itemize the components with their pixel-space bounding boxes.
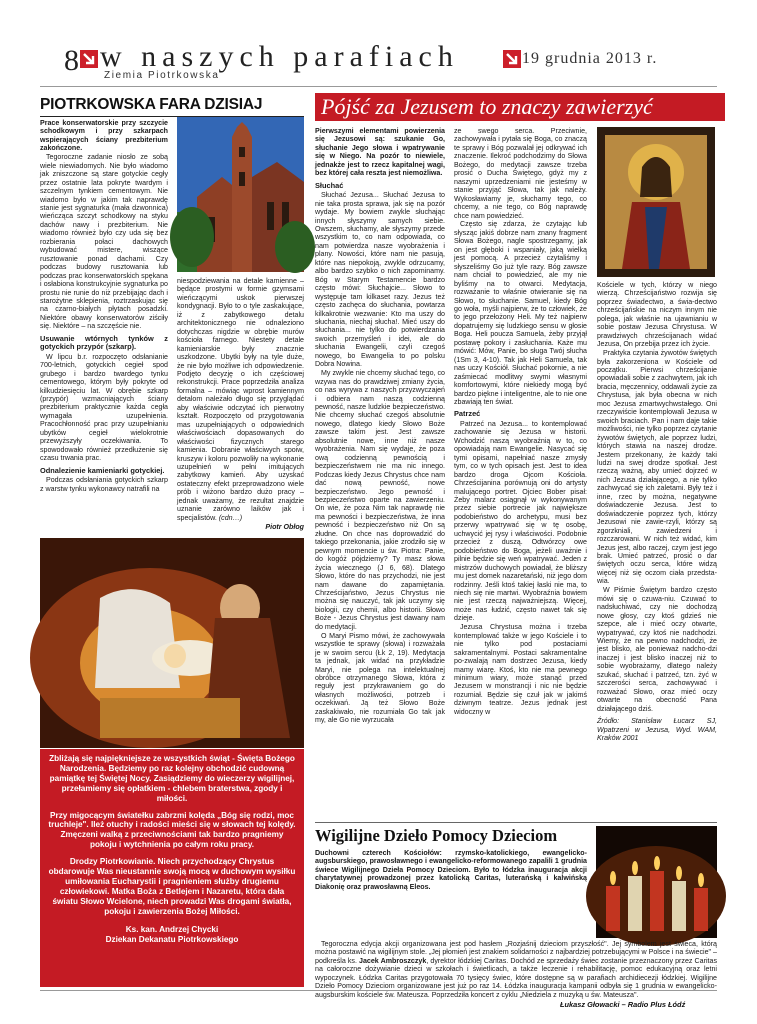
left-article-subhead2: Odnalezienie kamieniarki gotyckiej. bbox=[40, 465, 165, 475]
church-photo bbox=[177, 117, 304, 272]
right-article-col3-p3: W Piśmie Świętym bardzo często mówi się o czuwa-niu. Czuwać to nadsłuchiwać, czy nie dochodzą nowe głosy, czy ktoś gdzieś nie szepce, ale i mieć oczy otwarte, wypatrywać, czy ktoś nie nadchodzi. Wiemy, że na pewno nadchodzi, że jest blisko, ale ponieważ nadcho-dzi inaczej i jest blisko inaczej niż to sobie wyobrażamy, dlatego należy szukać, słuchać i patrzeć, tzn. żyć w szczerości serca, zachowywać i rozważać Słowo, oraz mieć oczy otwarte na obecność Pana działającego dziś. bbox=[597, 586, 717, 713]
issue-date: 19 grudnia 2013 r. bbox=[522, 50, 658, 67]
right-article-col2-p1: ze swego serca. Przeciwnie, zachowywała i pytała się Boga, co znaczą te sprawy i Bóg pozwalał jej odkrywać ich znaczenie. Ilekroć podchodzimy do Słowa Bożego, do medytacji zawsze trzeba prosić o Ducha Świętego, gdyż my z naszymi uprzedzeniami nie jesteśmy w stanie przyjąć Słowa, tak jak należy. Wykosławiamy je, słuchamy tego, co chcemy, a nie tego, co Bóg naprawdę chce nam powiedzieć. bbox=[454, 127, 587, 220]
wigilia-p1-tail: , dyrektor łódzkiej Caritas. Dochód ze sprzedaży świec zostanie przeznaczony przez Caritas na całoroczne dożywianie dzieci w szkołach i świetlicach, a także leczenie i rehabilitację, pomoc edukacyjną oraz letni wypoczynek. Łódzka Caritas przygotowała 70 tysięcy świec, które dostępne są w parafiach archidiecezji łódzkiej. Wigilijne Dzieło Pomocy Dzieciom organizowane jest już po raz 14. Łódzka inauguracja kampanii odbyła się 1 grudnia w ewangelicko-augsburskim kościele św. Mateusza. Poprzedziła koncert z cyklu „Niedziela z muzyką u św. Mateusza". bbox=[315, 956, 718, 999]
wigilia-p1: Tegoroczna edycja akcji organizowana jest pod hasłem „Rozjaśnij dzieciom przyszłość". Jej symbolem jest świeca, którą można postawić na wigilijnym stole. „Jej płomień jest znakiem solidarności z najbardziej potrzebującymi w Polsce i na świecie" – podkreśla ks. bbox=[315, 940, 717, 965]
left-article-subhead1: Usuwanie wtórnych tynków z gotyckich przypór (szkarp). bbox=[40, 333, 168, 352]
christmas-greetings-box bbox=[40, 749, 304, 987]
right-article-col1 bbox=[315, 127, 445, 819]
greeting-p3: Drodzy Piotrkowianie. Niech przychodzący Chrystus obdarowuje Was nieustannie swoją mocą w duchowym wysiłku umiłowania Eucharystii i pragnieniem służby drugiemu człowiekowi. Matka Boża z Betlejem i Nazaretu, która dała światu Słowo Wcielone, niech prowadzi Was drogami światła, pokoju i zawierzenia Bożej Miłości. bbox=[48, 857, 296, 916]
wigilia-lead: Duchowni czterech Kościołów: rzymsko-katolickiego, ewangelicko-augsburskiego, prawosławnego i ewangelicko-reformowanego zapalili 1 grudnia świece Wigilijnego Dzieła Pomocy Dzieciom. Było to łódzka inauguracja akcji charytatywnej prowadzonej przez katolicką Caritas, luterańską i kalwińską Diakonię oraz prawosławną Eleos. bbox=[315, 849, 587, 891]
date-logo-icon bbox=[503, 50, 521, 68]
right-article-col2-p2: Często się zdarza, że czytając lub słysząc jakiś dobrze nam znany fragment Słowa Bożego, nagle spostrzegamy, jak on jest głęboki i wspaniały, jaką wielką jest pomocą. A przecież czytaliśmy i słyszeliśmy Go już tyle razy. Bóg zawsze nam chciał to powiedzieć, ale my nie byliśmy na to otwarci. Medytacja, rozważanie to właśnie otwieranie się na Słowo, to słuchanie. Samuel, kiedy Bóg go woła, myśli najpierw, że to człowiek, że to jego przełożony Heli. My też najpierw dopatrujemy się ludzkiego sensu w głosie Boga. Heli poucza Samuela, żeby przyjął postawę pokory i zasłuchania. Każe mu mówić: Mów, Panie, bo sługa Twój słucha (1Sm 3, 4-10). Tak jak Heli Samuela, tak nas uczy Kościół. Słuchać pokornie, a nie zaśmiecać modlitwy swymi własnymi komfortowymi, które niekiedy mogą być bardzo piękne i inteligentne, ale to nie one zbawiają ten świat. bbox=[454, 220, 587, 406]
wigilia-body bbox=[315, 940, 718, 999]
right-article-subhead-listen: Słuchać bbox=[315, 180, 344, 190]
greeting-signature-title: Dziekan Dekanatu Piotrkowskiego bbox=[105, 934, 239, 944]
left-article-lead: Prace konserwatorskie przy szczycie schodkowym i przy szkarpach wspierających ściany prezbiterium zakończone. bbox=[40, 119, 168, 153]
right-article-col3-p2: Praktyka czytania żywotów świętych była zakorzeniona w Kościele od początku. Pierwsi chrześcijanie opowiadali sobie z zachwytem, jak ich bracia, męczennicy, oddawali życie za Chrystusa, jak była obecna w nich moc Jezusa zmartwychwstałego. Oni rzeczywiście kontemplowali Jezusa w swoich braciach. Pan i nam daje takie możliwości, nie tylko poprzez czytanie żywotów świętych, ale poprzez ludzi, których stawia na naszej drodze. Jestem przekonany, że każdy taki ludzi na swej drodze spotkał. Jest rzeczą ważną, aby umieć dojrzeć w nich Jezusa działającego, a nie tylko zachwycać się ich zaletami. Były też i inne, rzec by można, negatywne doświadczenie Jezusa. Jest to doświadczenie poprzez tych, którzy Jezusowi nie zawie-rzyli, którzy są zgorzkniali, zawiedzeni i rozczarowani. W nich też widać, kim Jezus jest, albo raczej, czym jest jego brak. Umieć patrzeć, prosić o dar świętych oczu serca, które widzą więcej niż się oczom ciała przedsta-wia. bbox=[597, 349, 717, 586]
left-article-p3: Podczas odsłaniania gotyckich szkarp z warstw tynku wykonawcy natrafili na bbox=[40, 476, 168, 493]
right-article-lead: Pierwszymi elementami powierzenia się Jezusowi są: szukanie Go, słuchanie Jego słowa i wpatrywanie się w Niego. Na pozór to niewiele, jednakże jest to rzecz kapitalnej wagi, bez której cała reszta jest niemożliwa. bbox=[315, 127, 445, 178]
newspaper-logo-icon bbox=[80, 50, 98, 68]
wigilia-headline: Wigilijne Dzieło Pomocy Dzieciom bbox=[315, 826, 558, 845]
left-article-col2-text: niespodziewania na detale kamienne – będące prostymi w formie gzymsami wieńczącymi uskok pierwszej kondygnacji. Było to o tyle zaskakujące, iż z zabytkowego detalu architektonicznego nie odnaleziono dotychczas nigdzie w obrębie murów kościoła farnego. Niestety detale kamieniarskie były znacznie uszkodzone. Ubytki były na tyle duże, że nie było możliwe ich odpowiedzenie. Podjęto decyzję o ich częściowej rekonstrukcji. Prace poprzedziła analiza formalna – mówiąc wprost kamiennym detalom należało długo się przyglądać aby właściwie odczytać ich pierwotny kształt. Rozpoczęto od przygotowania mas uzupełniających o odpowiednich właściwościach dopasowanych do właściwości fizycznych starego kamienia. Dobranie właściwych spoiw, kruszyw i koloru pozwoliły na wykonanie uzupełnień w pełni imitujących zabytkowy kamień. Aby uzyskać ostateczny efekt przeprowadzono wiele prób i wiżono bardzo dużo pracy – jednak uważamy, że rezultat znajdzie uznanie zarówno laików jak i specjalistów. bbox=[177, 277, 304, 522]
section-title: w naszych parafiach bbox=[100, 40, 459, 73]
left-article-col2 bbox=[177, 277, 304, 535]
left-article-author: Piotr Obłog bbox=[265, 522, 304, 531]
left-article-p2: W lipcu b.r. rozpoczęto odsłanianie 700-letnich, gotyckich cegieł spod grubego i bardzo twardego tynku cementowego, którym były pokryte od kilkudziesięciu lat. W obrębie szkarp (przypór) wzmacniających ściany prezbiterium praktycznie każda cegła wymagała uzupełnienia. Pracochłonność prac przy uzupełnianiu ubytków cegieł wielokrotnie przewyższyły oczekiwania. To spowodowało również przedłużenie się czasu trwania prac. bbox=[40, 352, 168, 463]
right-article-col1-p3: O Maryi Pismo mówi, że zachowywała wszystkie te sprawy (słowa) i rozważała je w swoim sercu (Łk 2, 19). Medytacja ta jednak, jak widać na przykładzie Maryi, nie polega na intelektualnej obróbce otrzymanego Słowa, która z reguły jest przykrawaniem go do własnych możliwości, potrzeb i oczekiwań. Ją też Słowo Boże zaskakiwało, nie rozumiała Go tak jak my, ale Go nie wyrzucała bbox=[315, 631, 445, 725]
continued-marker: (cdn…) bbox=[218, 513, 243, 522]
candles-photo bbox=[596, 826, 717, 938]
page-number: 8 bbox=[64, 44, 79, 77]
right-article-col1-p1: Słuchać Jezusa... Słuchać Jezusa to nie taka prosta sprawa, jak się na pozór wydaje. My bowiem zwykle słuchając innych słyszymy samych siebie. Owszem, słuchamy, ale słyszymy przede wszystkim to, co nam odpowiada, co nam potwierdza nasze wyobrażenia i plany. Nowości, które nam nie pasują, które nas niepokoją, zwykle odrzucamy, albo bardzo szybko o nich zapominamy. Bóg w Starym Testamencie bardzo często mówi: Słuchajcie... Słowo to występuje tam kilkaset razy. Jezus też często zachęca do słuchania, powtarza kilkakrotnie wezwanie: Kto ma uszy do słuchania, niechaj słucha!. Mieć uszy do słuchania... nie tylko do potwierdzania swoich przemyśleń i idei, ale do słuchania Ewangelii, czyli czegoś nowego, bo Ewangelia to po polsku Dobra Nowina. bbox=[315, 191, 445, 369]
wigilia-divider bbox=[315, 822, 717, 823]
right-article-col1-p2: My zwykle nie chcemy słuchać tego, co wzywa nas do prawdziwej zmiany życia, co nas wyrywa z naszych przyzwyczajeń i odbiera nam naszą codzienną pewność, nasze ludzkie bezpieczeństwo. Nie chcemy słuchać czegoś absolutnie nowego, dlatego kiedy Słowo Boże zawsze takim jest. Jest zawsze absolutnie nowe, inne niż nasze wyobrażenia. Nam się wydaje, że poza ową codzienną pewnością i bezpieczeństwem nie ma nic innego. Podczas kiedy Jezus Chrystus chce nam dać nową pewność, nowe bezpieczeństwo. Jego pewność i bezpieczeństwo oparte na zawierzeniu. On wie, że poza Nim tak naprawdę nie ma pewności i bezpieczeństwa, że inna pewność i bezpieczeństwo niż On są złudne. On chce nas doprowadzić do takiego przekonania, jakie zrodziło się w pewnym momencie u św. Piotra: Panie, do kogóż pójdziemy? Ty masz słowa życia wiecznego (J 6, 68). Dlatego Słowo, które do nas przychodzi, nie jest nam dawane do zapamiętania. Chrześcijaństwo, Jezus Chrystus nie można się nauczyć, tak jak uczymy się biologii, czy chemii, albo historii. Słowo Boże - Jezus Chrystus jest dawany nam do medytacji. bbox=[315, 369, 445, 631]
right-article-col3-p1: Kościele w tych, którzy w niego wierzą. Chrześcijaństwo rozwija się poprzez świadectwo, a świa-dectwo chrześcijańskie na niczym innym nie polega, jak właśnie na ujawnianiu w sobie postaw Jezusa Chrystusa. W prawdziwych chrześcijanach widać Jezusa, On przebija przez ich życie. bbox=[597, 281, 717, 349]
greeting-p2: Przy migocącym światełku zabrzmi kolęda „Bóg się rodzi, moc truchleje". Ileż otuchy i radości mieści się w słowach tej kolędy. Zmęczeni walką z przeciwnościami tak bardzo pragniemy pokoju i wytchnienia po całym roku pracy. bbox=[48, 810, 296, 850]
left-article-p1: Tegoroczne zadanie niosło ze sobą wiele niewiadomych. Nie było wiadomo jak zniszczone są stare gotyckie cegły przez ostatnie lata pokryte twardym i szczelnym tynkiem cementowym. Nie wiadomo było w jakim tak naprawdę stanie jest sygnaturka (mała dzwonnica) wieńcząca szczyt schodkowy na styku dachów nawy i prezbiterium. Nie wiadomo również było czy uda się bez rozbierania połaci dachowych wybudować mistere, wiszące rusztowanie ponad dachami. Czy podczas budowy rusztowania lub podczas prac konserwatorskich spękana i osłabiona konstrukcyjnie sygnaturka po prostu nie runie do niż przebijając dach i starożytne sklepienia, roztrzaskując się na czarno-białych płytach posadzki. Niektóre obawy konserwatorów ziściły się. Niektóre – na szczęście nie. bbox=[40, 153, 168, 331]
left-article-headline: PIOTRKOWSKA FARA DZISIAJ bbox=[40, 96, 263, 113]
greeting-p1: Zbliżają się najpiękniejsze ze wszystkich świąt - Święta Bożego Narodzenia. Będziemy po raz kolejny obchodzić cudowną pamiątkę tej Świętej Nocy. Zasiądziemy do wieczerzy wigilijnej, przełamiemy się opłatkiem - chlebem braterstwa, zgody i miłości. bbox=[49, 754, 295, 803]
right-article-col3 bbox=[597, 281, 717, 819]
wigilia-author: Łukasz Głowacki – Radio Plus Łódź bbox=[560, 1000, 686, 1009]
left-article-col1 bbox=[40, 119, 168, 535]
footer-divider bbox=[40, 990, 717, 991]
right-article-col2-p4: Jezusa Chrystusa można i trzeba kontemplować także w jego Kościele i to nie tylko pod postaciami sakramentalnymi. Postaci sakramentalne po-zwalają nam dostrzec Jezusa, kiedy mamy wiarę. Ktoś, kto nie ma pewnego minimum wiary, może stanąć przed Jezusem w monstrancji i nic nie będzie rozumiał. Będzie się czuł jak w jakimś dziwnym teatrze. Jezus jednak jest widoczny w bbox=[454, 623, 587, 716]
greeting-signature-name: Ks. kan. Andrzej Chycki bbox=[125, 924, 219, 934]
masthead-divider bbox=[40, 86, 717, 87]
right-article-headline: Pójść za Jezusem to znaczy zawierzyć bbox=[315, 93, 725, 121]
right-article-source: Źródło: Stanisław Łucarz SJ, Wpatrzeni w Jezusa, Wyd. WAM, Kraków 2001 bbox=[597, 717, 717, 743]
wigilia-lead-block bbox=[315, 849, 587, 939]
nativity-photo bbox=[40, 538, 304, 748]
section-subtitle: Ziemia Piotrkowska bbox=[104, 70, 220, 81]
right-article-col2-p3: Patrzeć na Jezusa... to kontemplować zachowanie się Jezusa w historii. Wchodzić naszą wyobraźnią w to, co opowiadają nam Ewangelie. Nasycać się tymi opisami, napełniać nasze zmysły tym, co w tych opisach jest. Jest to idea bardzo droga Ojcom Kościoła. Chrześcijanina porównują oni do artysty malującego portret. Ojciec Bober pisał: Żeby malarz osiągnął w wykonywanym przez siebie portrecie jak największe podobieństwo do archetypu, musi bez przerwy wpatrywać się w tę osobę, uchwycić jej rysy i właściwości. Podobnie przecież z duszą. Odtwórzcy owe podobieństwo do Boga, jeżeli uważnie i pilnie będzie się weń wpatrywać. Jeden z mistrzów duchowych powiadał, że bliższy mu jest domek nazaretański, niż jego dom rodzinny. Jeśli ktoś takiej łaski nie ma, to niech się nie martwi. Wyobraźnia bowiem nie jest rzeczą najważniejszą. Więcej, może nas łudzić, często nawet tak się dzieje. bbox=[454, 419, 587, 623]
jesus-icon-photo bbox=[597, 127, 715, 277]
right-article-subhead-look: Patrzeć bbox=[454, 409, 481, 419]
right-article-col2 bbox=[454, 127, 587, 819]
wigilia-person-name: Jacek Ambroszczyk bbox=[359, 956, 427, 965]
